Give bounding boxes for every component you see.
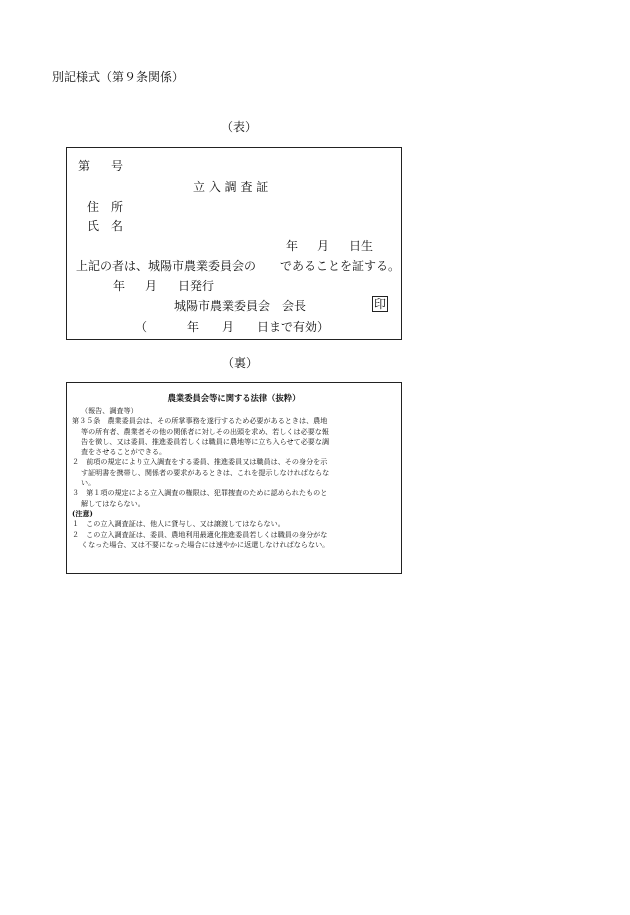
birth-month: 月 <box>317 239 330 253</box>
article-35-line: 等の所有者、農業者その他の関係者に対しその出頭を求め、若しくは必要な報 <box>81 426 329 436</box>
form-title: 別記様式（第９条関係） <box>52 70 185 84</box>
law-excerpt <box>72 406 394 550</box>
issue-month: 月 <box>145 279 158 293</box>
seal-mark: 印 <box>374 297 387 311</box>
address-label: 住 所 <box>87 200 124 214</box>
certification-statement: 上記の者は、城陽市農業委員会の であることを証する。 <box>76 259 401 273</box>
validity-year: 年 <box>187 320 200 334</box>
validity-open: （ <box>135 320 148 334</box>
number-prefix: 第 <box>78 159 91 173</box>
certificate-title: 立 入 調 査 証 <box>193 180 269 194</box>
issuer-name: 城陽市農業委員会 会長 <box>174 299 307 313</box>
back-label: （裏） <box>222 356 259 370</box>
paragraph-2-line: す証明書を携帯し、関係者の要求があるときは、これを提示しなければならな <box>81 467 330 477</box>
note-1: １ この立入調査証は、他人に貸与し、又は譲渡してはならない。 <box>72 519 285 529</box>
article-35-line: 査をさせることができる。 <box>81 447 167 457</box>
validity-day: 日まで有効） <box>257 320 330 334</box>
law-title: 農業委員会等に関する法律（抜粋） <box>167 393 301 403</box>
number-suffix: 号 <box>111 159 124 173</box>
note-2-line: ２ この立入調査証は、委員、農地利用最適化推進委員若しくは職員の身分がな <box>72 529 328 539</box>
notes-heading: (注意) <box>72 508 93 518</box>
paragraph-3-line: 解してはならない。 <box>81 498 145 508</box>
issue-day: 日発行 <box>178 279 215 293</box>
name-label: 氏 名 <box>87 219 124 233</box>
paragraph-2-line: い。 <box>81 478 96 488</box>
note-2-line: くなった場合、又は不要になった場合には速やかに返還しなければならない。 <box>81 539 330 549</box>
paragraph-3-line: ３ 第１項の規定による立入調査の権限は、犯罪捜査のために認められたものと <box>72 488 328 498</box>
birth-year: 年 <box>286 239 299 253</box>
article-caption: （報告、調査等） <box>81 406 138 415</box>
certificate-back <box>66 382 402 574</box>
paragraph-2-line: ２ 前項の規定により立入調査をする委員、推進委員又は職員は、その身分を示 <box>72 457 328 467</box>
front-label: （表） <box>221 120 258 134</box>
validity-month: 月 <box>222 320 235 334</box>
article-35-line: 告を徴し、又は委員、推進委員若しくは職員に農地等に立ち入らせて必要な調 <box>81 436 330 446</box>
certificate-front <box>66 147 402 340</box>
article-35-line: 第３５条 農業委員会は、その所掌事務を遂行するため必要があるときは、農地 <box>72 416 328 426</box>
birth-day: 日生 <box>349 239 374 253</box>
issue-year: 年 <box>113 279 126 293</box>
